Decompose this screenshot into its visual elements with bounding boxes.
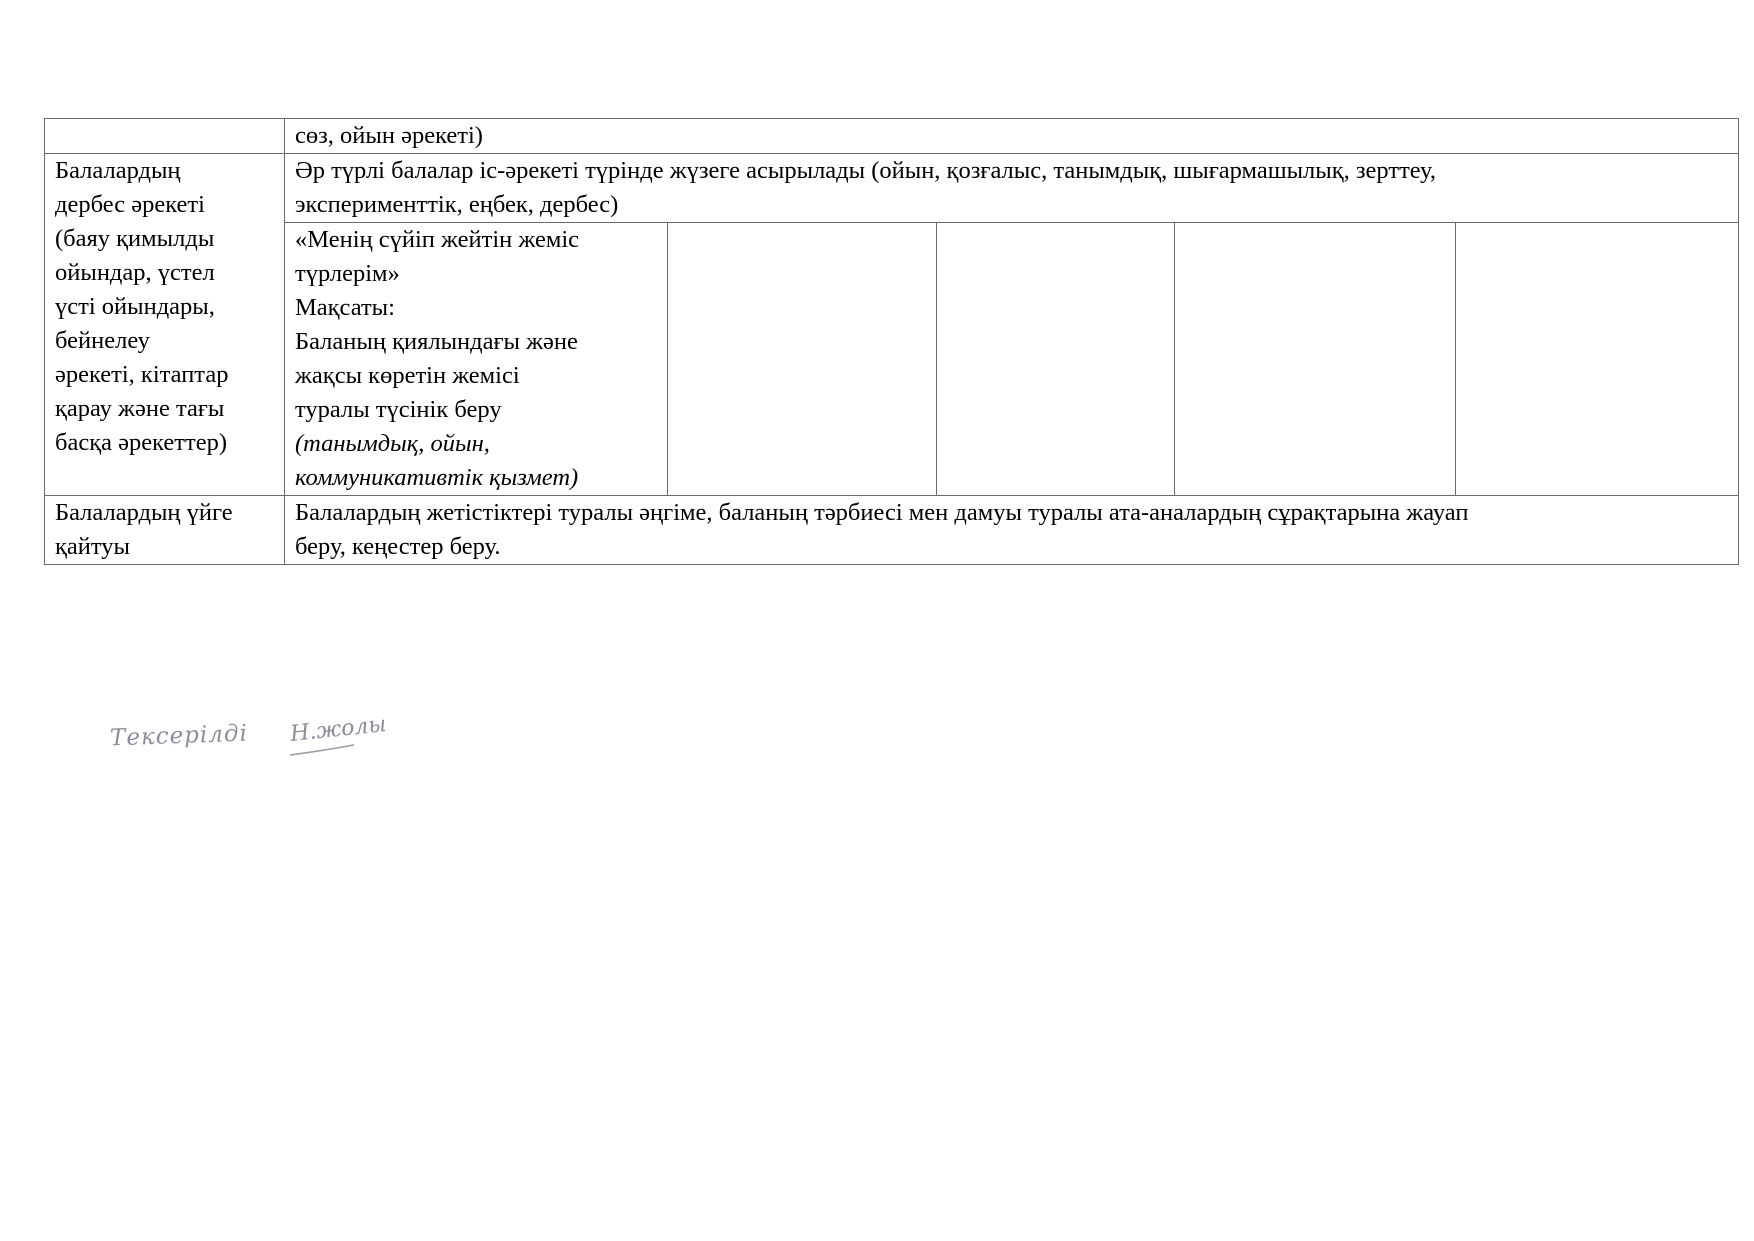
plan-table xyxy=(44,118,1739,565)
text-line: Баланың қиялындағы және xyxy=(295,328,578,355)
text-line: Балалардың жетістіктері туралы әңгіме, баланың тәрбиесі мен дамуы туралы ата-аналардың сұрақтарына жауап xyxy=(295,499,1469,526)
text-line: қарау және тағы xyxy=(55,395,225,422)
text-line: коммуникативтік қызмет) xyxy=(295,464,579,491)
signature-label: Тексерілді xyxy=(109,720,249,752)
text-line: Балалардың xyxy=(55,157,181,184)
row3-label-cell xyxy=(45,496,285,565)
text-line: эксперименттік, еңбек, дербес) xyxy=(295,191,619,218)
text-line: «Менің сүйіп жейтін жеміс xyxy=(295,226,580,253)
text-line: сөз, ойын әрекеті) xyxy=(295,122,483,149)
text-line: беру, кеңестер беру. xyxy=(295,533,501,560)
handwritten-signature xyxy=(106,712,388,777)
text-line: (баяу қимылды xyxy=(55,225,215,252)
row2-content-cell xyxy=(285,154,1739,223)
day-cell xyxy=(1456,223,1739,496)
day-cell xyxy=(1175,223,1456,496)
signature-stroke-icon xyxy=(106,715,386,777)
text-line: Әр түрлі балалар іс-әрекеті түрінде жүзеге асырылады (ойын, қозғалыс, танымдық, шығармашылық, зерттеу, xyxy=(295,157,1436,184)
text-line: (танымдық, ойын, xyxy=(295,430,490,457)
row1-content-cell xyxy=(285,119,1739,154)
row3-content-cell xyxy=(285,496,1739,565)
text-line: дербес әрекеті xyxy=(55,191,205,218)
text-line: түрлерім» xyxy=(295,260,400,287)
row1-label-cell xyxy=(45,119,285,154)
text-line: қайтуы xyxy=(55,533,130,560)
table-row xyxy=(45,119,1739,154)
text-line: басқа әрекеттер) xyxy=(55,429,227,456)
monday-activity-cell xyxy=(285,223,668,496)
text-line: туралы түсінік беру xyxy=(295,396,502,423)
row2-label-cell xyxy=(45,154,285,496)
text-line: Балалардың үйге xyxy=(55,499,233,526)
text-line: Мақсаты: xyxy=(295,294,395,321)
text-line: үсті ойындары, xyxy=(55,293,215,320)
table-row xyxy=(45,154,1739,223)
text-line: бейнелеу xyxy=(55,327,150,354)
table-row xyxy=(45,223,1739,496)
signature-initials: Н.жолы xyxy=(288,712,388,747)
text-line: жақсы көретін жемісі xyxy=(295,362,520,389)
day-cell xyxy=(937,223,1175,496)
table-row xyxy=(45,496,1739,565)
text-line: әрекеті, кітаптар xyxy=(55,361,229,388)
day-cell xyxy=(668,223,937,496)
text-line: ойындар, үстел xyxy=(55,259,215,286)
